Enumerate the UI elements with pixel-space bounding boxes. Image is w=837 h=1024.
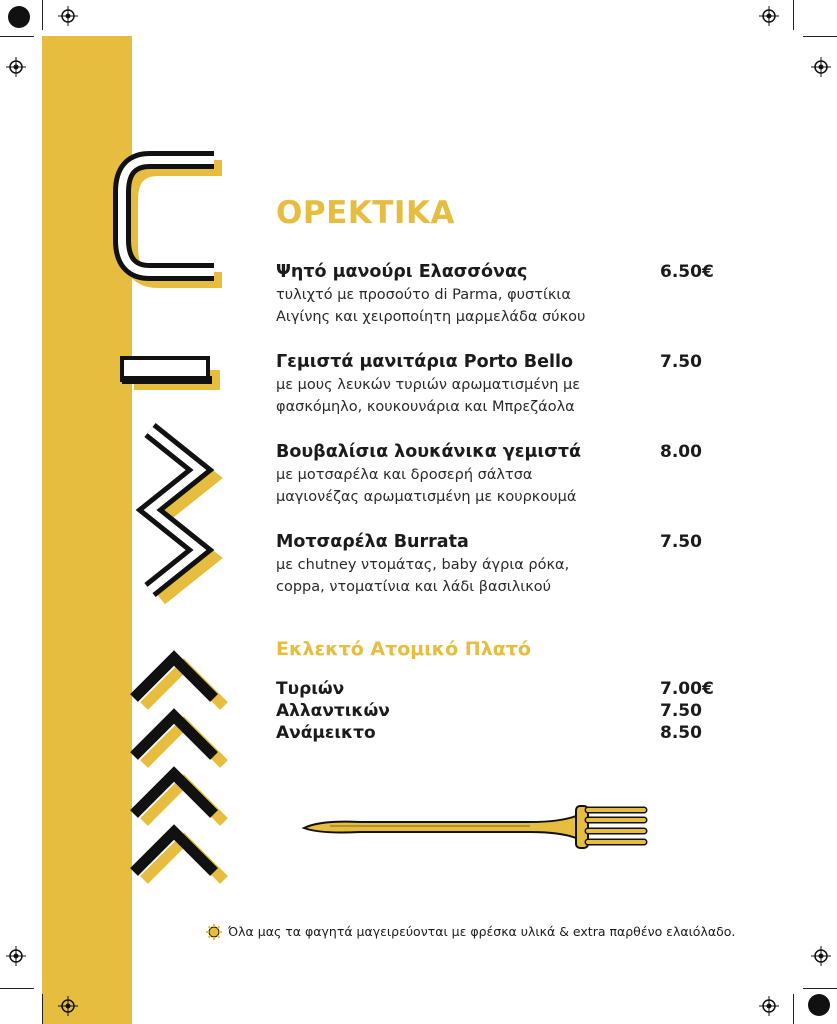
item-name: Ψητό μανούρι Ελασσόνας <box>276 262 528 282</box>
chevron-stack-shape <box>134 658 224 880</box>
item-name: Γεμιστά μανιτάρια Porto Bello <box>276 352 573 372</box>
item-price: 6.50€ <box>660 262 714 282</box>
registration-mark-icon <box>6 946 26 966</box>
platter-name: Αλλαντικών <box>276 701 390 721</box>
item-desc-line: μαγιονέζας αρωματισμένη με κουρκουμά <box>276 489 577 505</box>
decorative-letters-icon <box>0 0 250 1024</box>
menu-item <box>276 260 726 328</box>
item-desc-line: με chutney ντομάτας, baby άγρια ρόκα, <box>276 557 570 573</box>
registration-mark-icon <box>759 996 779 1016</box>
letter-bar-shape <box>122 358 220 390</box>
item-desc-line: Αιγίνης και χειροποίητη μαρμελάδα σύκου <box>276 309 586 325</box>
item-price: 7.50 <box>660 532 702 552</box>
sun-icon <box>206 924 222 940</box>
crop-mark <box>42 0 43 30</box>
crop-mark <box>803 36 837 37</box>
platter-row <box>276 678 726 700</box>
item-desc-line: φασκόμηλο, κουκουνάρια και Μπρεζάολα <box>276 399 575 415</box>
item-price: 7.50 <box>660 352 702 372</box>
registration-mark-icon <box>58 6 78 26</box>
platter-name: Τυριών <box>276 679 345 699</box>
menu-item <box>276 440 726 508</box>
item-desc-line: τυλιχτό με προσούτο di Parma, φυστίκια <box>276 287 571 303</box>
registration-mark-icon <box>58 996 78 1016</box>
menu-item <box>276 530 726 598</box>
corner-dot <box>8 6 30 28</box>
platter-price: 7.00€ <box>660 679 714 699</box>
fork-icon <box>300 800 650 850</box>
item-price: 8.00 <box>660 442 702 462</box>
registration-mark-icon <box>811 946 831 966</box>
item-name: Βουβαλίσια λουκάνικα γεμιστά <box>276 442 582 462</box>
platter-price: 8.50 <box>660 723 702 743</box>
item-name: Μοτσαρέλα Burrata <box>276 532 469 552</box>
platter-list <box>276 678 726 744</box>
crop-mark <box>803 988 837 989</box>
footnote <box>206 923 735 941</box>
crop-mark <box>0 36 34 37</box>
crop-mark <box>793 0 794 30</box>
item-desc-line: με μοτσαρέλα και δροσερή σάλτσα <box>276 467 533 483</box>
platter-name: Ανάμεικτο <box>276 723 376 743</box>
item-desc-line: με μους λευκών τυριών αρωματισμένη με <box>276 377 581 393</box>
menu-item <box>276 350 726 418</box>
registration-mark-icon <box>759 6 779 26</box>
platter-price: 7.50 <box>660 701 702 721</box>
platter-title: Εκλεκτό Ατομικό Πλατό <box>276 638 531 660</box>
crop-mark <box>0 988 34 989</box>
footnote-text: Όλα μας τα φαγητά μαγειρεύονται με φρέσκα υλικά & extra παρθένο ελαιόλαδο. <box>228 924 736 939</box>
platter-row <box>276 722 726 744</box>
corner-dot <box>808 994 830 1016</box>
platter-row <box>276 700 726 722</box>
letter-c-shape <box>122 160 222 280</box>
registration-mark-icon <box>811 57 831 77</box>
crop-mark <box>793 994 794 1024</box>
registration-mark-icon <box>6 57 26 77</box>
crop-mark <box>42 994 43 1024</box>
letter-zigzag-shape <box>150 430 210 598</box>
section-title: OPEKTIKA <box>276 195 455 231</box>
item-desc-line: coppa, ντοματίνια και λάδι βασιλικού <box>276 579 551 595</box>
